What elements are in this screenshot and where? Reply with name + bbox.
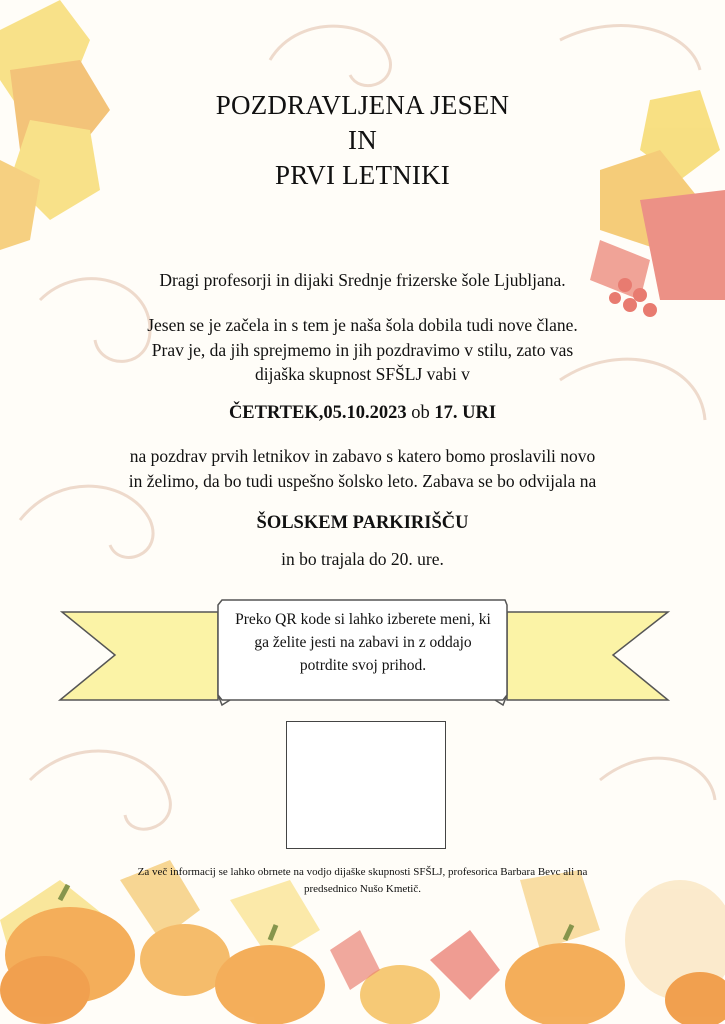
purpose-line-1: na pozdrav prvih letnikov in zabavo s katero bomo proslavili novo [129, 446, 596, 466]
title-line-3: PRVI LETNIKI [275, 160, 450, 190]
purpose-line-2: in želimo, da bo tudi uspešno šolsko leto. Zabava se bo odvijala na [128, 471, 597, 491]
footer-line-1: Za več informacij se lahko obrnete na vodjo dijaške skupnosti SFŠLJ, profesorica Barbara Bevc ali na [137, 866, 588, 878]
leaves-top-left [0, 0, 110, 250]
footer-line-2: predsednico Nušo Kmetič. [304, 883, 421, 895]
event-duration: in bo trajala do 20. ure. [281, 549, 444, 569]
event-date: ČETRTEK,05.10.2023 [228, 403, 407, 423]
banner-line-3: potrdite svoj prihod. [299, 657, 427, 674]
swirl-right-low [600, 758, 715, 800]
intro-line-3: dijaška skupnost SFŠLJ vabi v [255, 364, 470, 384]
title-line-2: IN [348, 125, 377, 155]
swirl-top [270, 26, 390, 85]
greeting: Dragi profesorji in dijaki Srednje frizerske šole Ljubljana. [159, 270, 566, 290]
event-date-time [0, 404, 725, 423]
event-location: ŠOLSKEM PARKIRIŠČU [256, 513, 469, 533]
event-time: 17. URI [434, 403, 497, 423]
banner-line-2: ga želite jesti na zabavi in z oddajo [254, 634, 472, 651]
swirl-left-bottom [30, 751, 170, 829]
banner-line-1: Preko QR kode si lahko izberete meni, ki [235, 611, 491, 628]
title-line-1: POZDRAVLJENA JESEN [215, 90, 510, 120]
intro-line-1: Jesen se je začela in s tem je naša šola dobila tudi nove člane. [147, 315, 578, 335]
intro-line-2: Prav je, da jih sprejmemo in jih pozdravimo v stilu, zato vas [151, 340, 574, 360]
qr-code-placeholder[interactable] [286, 721, 446, 849]
event-connector: ob [411, 403, 430, 423]
swirl-top-right [560, 26, 700, 70]
